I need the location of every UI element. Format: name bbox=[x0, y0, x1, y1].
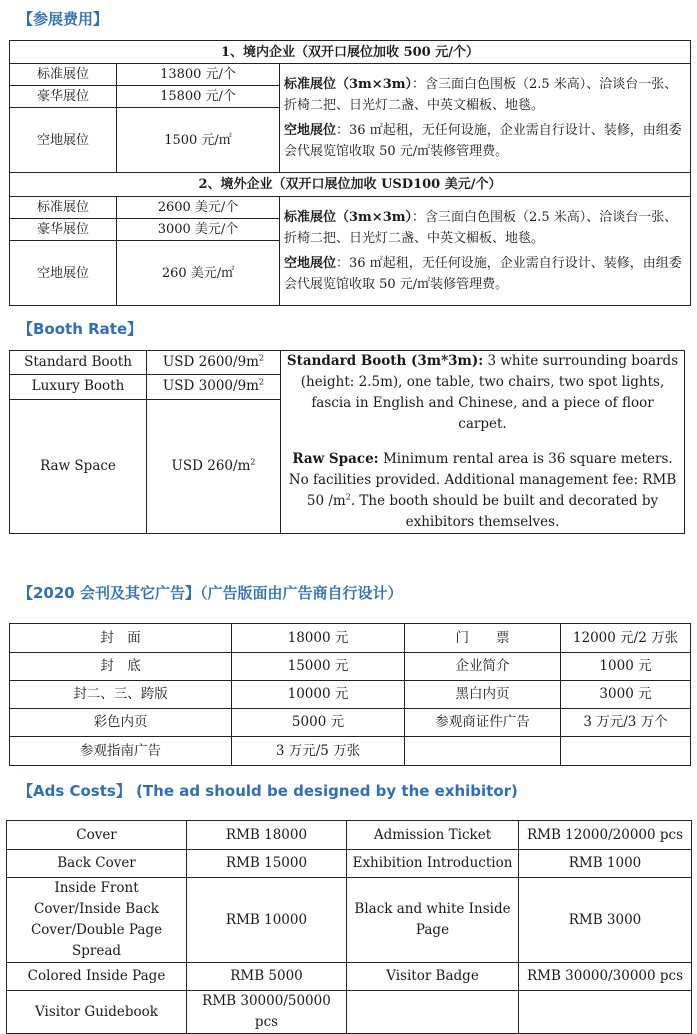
raw-title: 空地展位 bbox=[284, 256, 337, 271]
booth-price: 2600 美元/个 bbox=[117, 197, 280, 219]
raw-text: ：36 ㎡起租，无任何设施，企业需自行设计、装修，由组委会代展览馆收取 50 元/㎡装修管理费。 bbox=[284, 256, 682, 292]
raw-text: ：36 ㎡起租，无任何设施，企业需自行设计、装修，由组委会代展览馆收取 50 元/㎡装修管理费。 bbox=[284, 123, 682, 159]
booth-price: 15800 元/个 bbox=[117, 86, 280, 108]
booth-type: 豪华展位 bbox=[10, 86, 117, 108]
booth-rate-description: Standard Booth (3m*3m): 3 white surrounding boards (height: 2.5m), one table, two chairs, two spot lights, fascia in English and Chinese, and a piece of floor carpet. Raw Space: Minimum rental area is 36 square meters. No facilities provided. Additional management fee: RMB 50 $/m^2$. The booth should be built and decorated by exhibitors themselves. bbox=[281, 351, 685, 534]
std-text: 3 white surrounding boards (height: 2.5m), one table, two chairs, two spot lights, fascia in English and Chinese, and a piece of floor carpet. bbox=[300, 353, 679, 432]
ad-item: Cover bbox=[7, 821, 187, 850]
table-row bbox=[7, 991, 692, 1034]
std-title: 标准展位（3m×3m） bbox=[284, 210, 412, 225]
booth-type: 标准展位 bbox=[10, 64, 117, 86]
ad-price: RMB 10000 bbox=[187, 878, 347, 963]
section-heading-booth-rate: 【Booth Rate】 bbox=[18, 320, 143, 338]
ad-price: 12000 元/2 万张 bbox=[561, 624, 691, 653]
ad-price: 3000 元 bbox=[561, 681, 691, 709]
ad-price: RMB 18000 bbox=[187, 821, 347, 850]
table-row bbox=[10, 653, 691, 681]
ad-item: Back Cover bbox=[7, 850, 187, 878]
std-title: 标准展位（3m×3m） bbox=[284, 77, 412, 92]
booth-fee-table-cn bbox=[9, 40, 691, 306]
raw-title: Raw Space: bbox=[292, 451, 379, 467]
booth-price: USD $3000/9m^2$ bbox=[147, 375, 281, 399]
raw-title: 空地展位 bbox=[284, 123, 337, 138]
booth-type: 空地展位 bbox=[10, 241, 117, 306]
ad-price: RMB 30000/50000 pcs bbox=[187, 991, 347, 1034]
ad-item: 彩色内页 bbox=[10, 709, 232, 737]
ad-price: RMB 30000/30000 pcs bbox=[519, 963, 692, 991]
ad-item: Colored Inside Page bbox=[7, 963, 187, 991]
ad-price: 3 万元/5 万张 bbox=[232, 737, 405, 766]
domestic-description bbox=[280, 64, 691, 173]
table-row bbox=[10, 624, 691, 653]
ad-item: Admission Ticket bbox=[347, 821, 519, 850]
table-row bbox=[10, 709, 691, 737]
table-row bbox=[7, 821, 692, 850]
booth-type: 空地展位 bbox=[10, 108, 117, 173]
section-heading-fees: 【参展费用】 bbox=[18, 10, 109, 28]
ad-price: RMB 1000 bbox=[519, 850, 692, 878]
ad-item: 门 票 bbox=[405, 624, 561, 653]
booth-price: USD $2600/9m^2$ bbox=[147, 351, 281, 375]
ad-price: RMB 3000 bbox=[519, 878, 692, 963]
table-row bbox=[10, 197, 691, 219]
table-row bbox=[10, 681, 691, 709]
ad-price: RMB 15000 bbox=[187, 850, 347, 878]
ad-price: 1000 元 bbox=[561, 653, 691, 681]
booth-type: Raw Space bbox=[10, 399, 147, 533]
domestic-title: 1、境内企业（双开口展位加收 500 元/个） bbox=[10, 41, 691, 64]
ad-item: 参观指南广告 bbox=[10, 737, 232, 766]
section-heading-ads-en: 【Ads Costs】 (The ad should be designed by the exhibitor) bbox=[18, 782, 518, 800]
ad-price: 3 万元/3 万个 bbox=[561, 709, 691, 737]
ad-item: 参观商证件广告 bbox=[405, 709, 561, 737]
table-row bbox=[7, 878, 692, 963]
ad-price: 15000 元 bbox=[232, 653, 405, 681]
booth-price: 3000 美元/个 bbox=[117, 219, 280, 241]
ad-price bbox=[519, 991, 692, 1034]
ad-item: Visitor Guidebook bbox=[7, 991, 187, 1034]
ad-price: 10000 元 bbox=[232, 681, 405, 709]
ad-item: 封 底 bbox=[10, 653, 232, 681]
std-text: ：含三面白色围板（2.5 米高）、洽谈台一张、折椅二把、日光灯二盏、中英文楣板、地毯。 bbox=[284, 77, 678, 113]
ad-price: RMB 12000/20000 pcs bbox=[519, 821, 692, 850]
booth-rate-table-en bbox=[9, 350, 685, 534]
table-row bbox=[7, 963, 692, 991]
booth-price: 13800 元/个 bbox=[117, 64, 280, 86]
booth-price: 260 美元/㎡ bbox=[117, 241, 280, 306]
booth-price: 1500 元/㎡ bbox=[117, 108, 280, 173]
ad-item: 黑白内页 bbox=[405, 681, 561, 709]
std-title: Standard Booth (3m*3m): bbox=[286, 353, 484, 369]
table-row bbox=[7, 850, 692, 878]
ad-item: Black and white Inside Page bbox=[347, 878, 519, 963]
booth-price: USD $260/m^2$ bbox=[147, 399, 281, 533]
booth-type: 豪华展位 bbox=[10, 219, 117, 241]
ad-item: 封 面 bbox=[10, 624, 232, 653]
ad-price: 18000 元 bbox=[232, 624, 405, 653]
ad-price: 5000 元 bbox=[232, 709, 405, 737]
table-row bbox=[10, 64, 691, 86]
ads-table-en bbox=[6, 820, 692, 1034]
ad-item: Exhibition Introduction bbox=[347, 850, 519, 878]
ad-item: 封二、三、跨版 bbox=[10, 681, 232, 709]
foreign-description bbox=[280, 197, 691, 306]
ad-item: 企业简介 bbox=[405, 653, 561, 681]
booth-type: 标准展位 bbox=[10, 197, 117, 219]
table-row bbox=[10, 737, 691, 766]
ad-item: Inside Front Cover/Inside Back Cover/Double Page Spread bbox=[7, 878, 187, 963]
table-row bbox=[10, 351, 685, 375]
ad-price: RMB 5000 bbox=[187, 963, 347, 991]
ads-table-cn bbox=[9, 623, 691, 766]
ad-item bbox=[405, 737, 561, 766]
std-text: ：含三面白色围板（2.5 米高）、洽谈台一张、折椅二把、日光灯二盏、中英文楣板、地毯。 bbox=[284, 210, 678, 246]
ad-item bbox=[347, 991, 519, 1034]
ad-price bbox=[561, 737, 691, 766]
section-heading-ads-cn: 【2020 会刊及其它广告】（广告版面由广告商自行设计） bbox=[18, 584, 403, 602]
booth-type: Standard Booth bbox=[10, 351, 147, 375]
ad-item: Visitor Badge bbox=[347, 963, 519, 991]
foreign-title: 2、境外企业（双开口展位加收 USD100 美元/个） bbox=[10, 173, 691, 197]
booth-type: Luxury Booth bbox=[10, 375, 147, 399]
